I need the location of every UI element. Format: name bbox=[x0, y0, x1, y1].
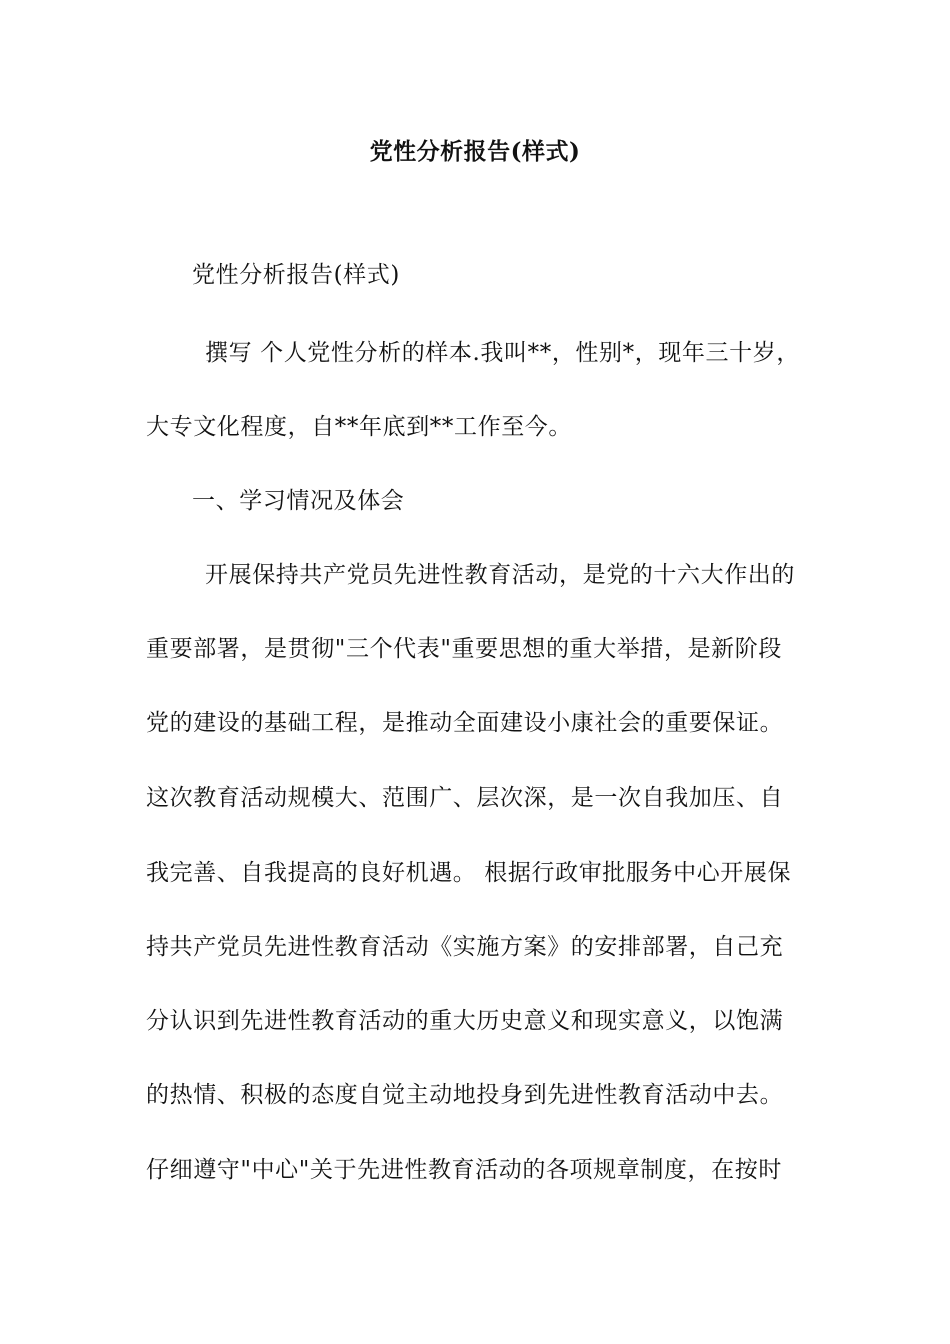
body-line: 分认识到先进性教育活动的重大历史意义和现实意义，以饱满 bbox=[146, 1008, 784, 1034]
subtitle-line: 党性分析报告(样式) bbox=[192, 262, 400, 288]
document-title: 党性分析报告(样式) bbox=[369, 138, 581, 165]
section-heading: 一、学习情况及体会 bbox=[192, 488, 405, 514]
body-line: 我完善、自我提高的良好机遇。 根据行政审批服务中心开展保 bbox=[146, 860, 792, 886]
body-line: 仔细遵守"中心"关于先进性教育活动的各项规章制度，在按时 bbox=[146, 1157, 782, 1183]
body-line: 持共产党员先进性教育活动《实施方案》的安排部署，自己充 bbox=[146, 934, 784, 960]
body-line: 开展保持共产党员先进性教育活动，是党的十六大作出的 bbox=[205, 562, 795, 588]
body-line: 重要部署，是贯彻"三个代表"重要思想的重大举措，是新阶段 bbox=[146, 636, 782, 662]
body-line: 的热情、积极的态度自觉主动地投身到先进性教育活动中去。 bbox=[146, 1082, 784, 1108]
body-line: 这次教育活动规模大、范围广、层次深，是一次自我加压、自 bbox=[146, 785, 784, 811]
body-line: 撰写 个人党性分析的样本.我叫**，性别*，现年三十岁， bbox=[205, 340, 800, 366]
body-line: 党的建设的基础工程，是推动全面建设小康社会的重要保证。 bbox=[146, 710, 784, 736]
body-line: 大专文化程度，自**年底到**工作至今。 bbox=[146, 414, 572, 440]
